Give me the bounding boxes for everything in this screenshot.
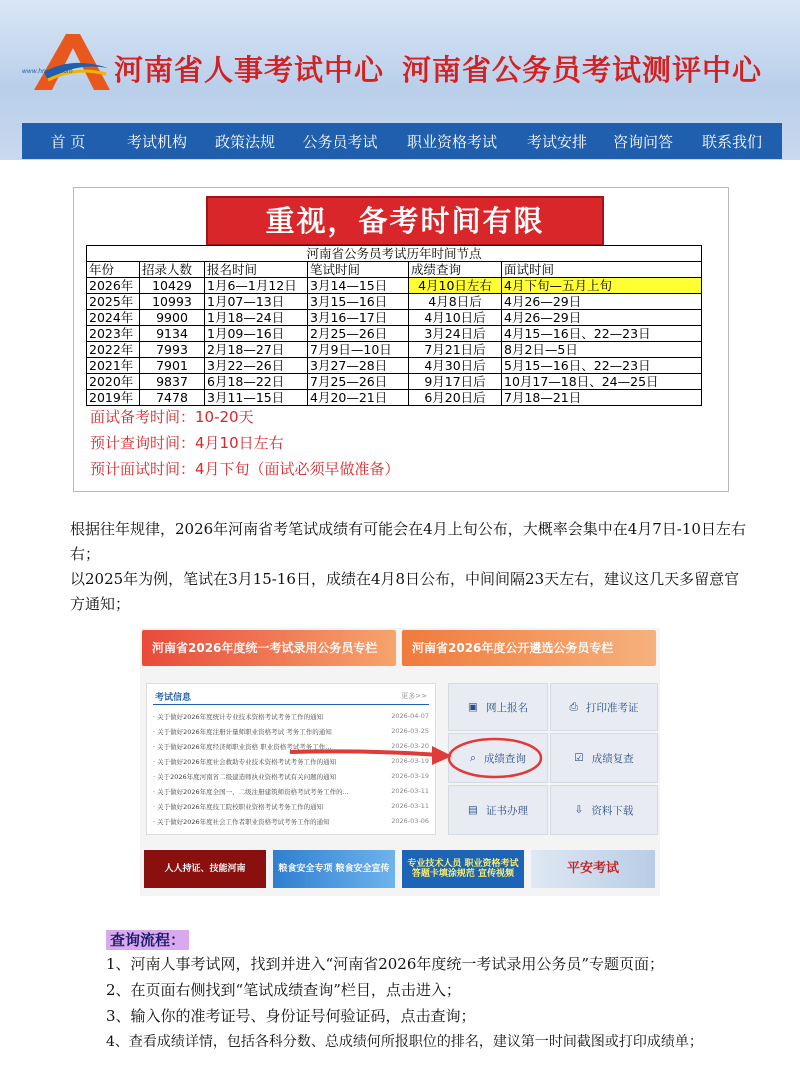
table-cell: 7901 <box>140 358 205 374</box>
table-row <box>87 310 702 326</box>
nav-item-contact[interactable]: 联系我们 <box>701 132 762 151</box>
header-title-right: 河南省公务员考试测评中心 <box>402 53 763 87</box>
news-item-title: · 关于做好2026年度统计专业技术资格考试考务工作的通知 <box>153 713 324 721</box>
table-cell: 7993 <box>140 342 205 358</box>
header-title-left: 河南省人事考试中心 <box>114 53 385 87</box>
table-cell: 4月26—29日 <box>502 294 702 310</box>
tile-label: 证书办理 <box>485 804 528 817</box>
query-steps-title: 查询流程： <box>106 930 189 950</box>
table-cell: 2020年 <box>87 374 140 390</box>
table-cell: 4月30日后 <box>409 358 502 374</box>
step-3: 3、输入你的准考证号、身份证号何验证码，点击查询； <box>106 1007 476 1025</box>
table-cell: 1月09—16日 <box>205 326 308 342</box>
column-header: 招录人数 <box>140 262 205 278</box>
table-row <box>87 342 702 358</box>
column-header: 笔试时间 <box>308 262 409 278</box>
note-interview-time: 预计面试时间：4月下旬（面试必须早做准备） <box>90 460 400 478</box>
exam-timeline-table <box>86 245 702 406</box>
column-header: 年份 <box>87 262 140 278</box>
score-query-icon: ⌕ <box>470 751 476 764</box>
table-cell: 3月16—17日 <box>308 310 409 326</box>
table-cell: 9900 <box>140 310 205 326</box>
table-cell: 4月下旬—五月上旬 <box>502 278 702 294</box>
table-row <box>87 278 702 294</box>
download-icon: ⇩ <box>574 804 584 816</box>
nav-item-policies[interactable]: 政策法规 <box>214 132 275 151</box>
news-more-link[interactable]: 更多>> <box>401 692 427 700</box>
table-cell: 10月17—18日、24—25日 <box>502 374 702 390</box>
table-cell: 1月07—13日 <box>205 294 308 310</box>
table-caption: 河南省公务员考试历年时间节点 <box>87 246 702 262</box>
main-nav <box>22 123 782 159</box>
exam-timeline-infographic <box>73 187 729 492</box>
table-cell: 9月17日后 <box>409 374 502 390</box>
table-cell: 3月24日后 <box>409 326 502 342</box>
table-cell: 4月10日左右 <box>409 278 502 294</box>
nav-item-civil-service[interactable]: 公务员考试 <box>302 132 378 151</box>
table-cell: 4月8日后 <box>409 294 502 310</box>
civil-service-column-banner[interactable]: 河南省2026年度统一考试录用公务员专栏 <box>142 630 396 666</box>
news-title: 考试信息 <box>155 693 192 703</box>
nav-item-home[interactable]: 首 页 <box>50 132 86 151</box>
tile-label: 成绩查询 <box>483 752 526 765</box>
logo-url: www.hnrsks.com <box>22 68 73 75</box>
column-header: 面试时间 <box>502 262 702 278</box>
table-cell: 4月20—21日 <box>308 390 409 406</box>
news-item-date: 2026-03-11 <box>391 787 429 795</box>
news-item-title: · 关于做好2026年度全国一、二级注册建筑师资格考试考务工作的... <box>153 788 349 796</box>
promo-food-safety-banner[interactable]: 粮食安全专项 粮食安全宣传 <box>273 850 395 888</box>
table-row <box>87 294 702 310</box>
table-cell: 2024年 <box>87 310 140 326</box>
news-item-title: · 关于做好2026年度经济师职业资格 职业资格考试考务工作... <box>153 743 332 751</box>
table-cell: 8月2日—5日 <box>502 342 702 358</box>
table-cell: 1月6—1月12日 <box>205 278 308 294</box>
promo-answer-sheet-banner[interactable]: 专业技术人员 职业资格考试 答题卡填涂规范 宣传视频 <box>402 850 524 888</box>
news-item-date: 2026-03-11 <box>391 802 429 810</box>
news-item-title: · 关于做好2026年度技工院校职业资格考试考务工作的通知 <box>153 803 324 811</box>
table-cell: 7月9日—10日 <box>308 342 409 358</box>
table-cell: 2月18—27日 <box>205 342 308 358</box>
table-row <box>87 390 702 406</box>
table-cell: 4月15—16日、22—23日 <box>502 326 702 342</box>
tile-label: 打印准考证 <box>585 701 639 714</box>
infographic-banner: 重视，备考时间有限 <box>206 196 604 246</box>
column-header: 报名时间 <box>205 262 308 278</box>
site-logo-icon[interactable] <box>26 28 116 98</box>
table-cell: 2021年 <box>87 358 140 374</box>
table-cell: 3月15—16日 <box>308 294 409 310</box>
table-cell: 6月20日后 <box>409 390 502 406</box>
table-cell: 7478 <box>140 390 205 406</box>
table-cell: 2022年 <box>87 342 140 358</box>
table-cell: 4月10日后 <box>409 310 502 326</box>
news-item-title: · 关于2026年度河南省二级建造师执业资格考试有关问题的通知 <box>153 773 337 781</box>
step-4: 4、查看成绩详情，包括各科分数、总成绩何所报职位的排名，建议第一时间截图或打印成绩单； <box>106 1034 703 1050</box>
nav-item-faq[interactable]: 咨询问答 <box>612 132 673 151</box>
table-cell: 2019年 <box>87 390 140 406</box>
table-cell: 2026年 <box>87 278 140 294</box>
tile-label: 成绩复查 <box>591 752 634 765</box>
table-cell: 2023年 <box>87 326 140 342</box>
paragraph-prediction: 根据往年规律，2026年河南省考笔试成绩有可能会在4月上旬公布，大概率会集中在4月7日-10日左右右； <box>70 520 746 563</box>
table-cell: 3月27—28日 <box>308 358 409 374</box>
score-review-icon: ☑ <box>574 752 584 764</box>
table-cell: 9134 <box>140 326 205 342</box>
table-cell: 2025年 <box>87 294 140 310</box>
paragraph-example: 以2025年为例，笔试在3月15-16日，成绩在4月8日公布，中间间隔23天左右，建议这几天多留意官方通知； <box>70 570 740 613</box>
table-cell: 7月25—26日 <box>308 374 409 390</box>
table-cell: 7月18—21日 <box>502 390 702 406</box>
news-item-date: 2026-03-19 <box>391 772 429 780</box>
table-cell: 4月26—29日 <box>502 310 702 326</box>
news-item-date: 2026-03-19 <box>391 757 429 765</box>
table-cell: 6月18—22日 <box>205 374 308 390</box>
printer-icon: ⎙ <box>569 700 578 713</box>
tile-label: 资料下载 <box>591 804 634 817</box>
news-item-title: · 关于做好2026年度社会救助专业技术资格考试考务工作的通知 <box>153 758 337 766</box>
highlight-ellipse <box>449 739 541 777</box>
registration-icon: ▣ <box>468 701 478 713</box>
nav-item-exam-schedule[interactable]: 考试安排 <box>526 132 587 151</box>
news-item-date: 2026-03-20 <box>391 742 429 750</box>
table-cell: 3月14—15日 <box>308 278 409 294</box>
news-item-title: · 关于做好2026年度社会工作者职业资格考试考务工作的通知 <box>153 818 330 826</box>
note-interview-prep: 面试备考时间：10-20天 <box>90 408 254 426</box>
table-cell: 10993 <box>140 294 205 310</box>
table-cell: 3月11—15日 <box>205 390 308 406</box>
selection-column-banner[interactable]: 河南省2026年度公开遴选公务员专栏 <box>402 630 656 666</box>
column-header: 成绩查询 <box>409 262 502 278</box>
table-cell: 10429 <box>140 278 205 294</box>
table-cell: 2月25—26日 <box>308 326 409 342</box>
tile-label: 网上报名 <box>485 701 528 714</box>
table-row <box>87 358 702 374</box>
news-item-date: 2026-04-07 <box>391 712 429 720</box>
step-2: 2、在页面右侧找到“笔试成绩查询”栏目，点击进入； <box>106 981 461 999</box>
table-cell: 9837 <box>140 374 205 390</box>
arrow-shaft <box>290 751 440 755</box>
table-cell: 7月21日后 <box>409 342 502 358</box>
news-item-date: 2026-03-06 <box>391 817 429 825</box>
step-1: 1、河南人事考试网，找到并进入“河南省2026年度统一考试录用公务员”专题页面； <box>106 955 665 973</box>
promo-skills-banner[interactable]: 人人持证、技能河南 <box>144 850 266 888</box>
table-cell: 3月22—26日 <box>205 358 308 374</box>
nav-item-institutions[interactable]: 考试机构 <box>126 132 187 151</box>
news-item-date: 2026-03-25 <box>391 727 429 735</box>
table-row <box>87 374 702 390</box>
table-cell: 5月15—16日、22—23日 <box>502 358 702 374</box>
note-query-time: 预计查询时间：4月10日左右 <box>90 434 284 452</box>
news-item-title: · 关于做好2026年度注册计量师职业资格考试 考务工作的通知 <box>153 728 332 736</box>
promo-safe-exam-banner[interactable]: 平安考试 <box>531 850 655 888</box>
website-screenshot <box>140 628 660 896</box>
table-header-row <box>87 262 702 278</box>
certificate-icon: ▤ <box>468 804 478 816</box>
table-row <box>87 326 702 342</box>
nav-item-professional-qualification[interactable]: 职业资格考试 <box>406 132 497 151</box>
table-cell: 1月18—24日 <box>205 310 308 326</box>
